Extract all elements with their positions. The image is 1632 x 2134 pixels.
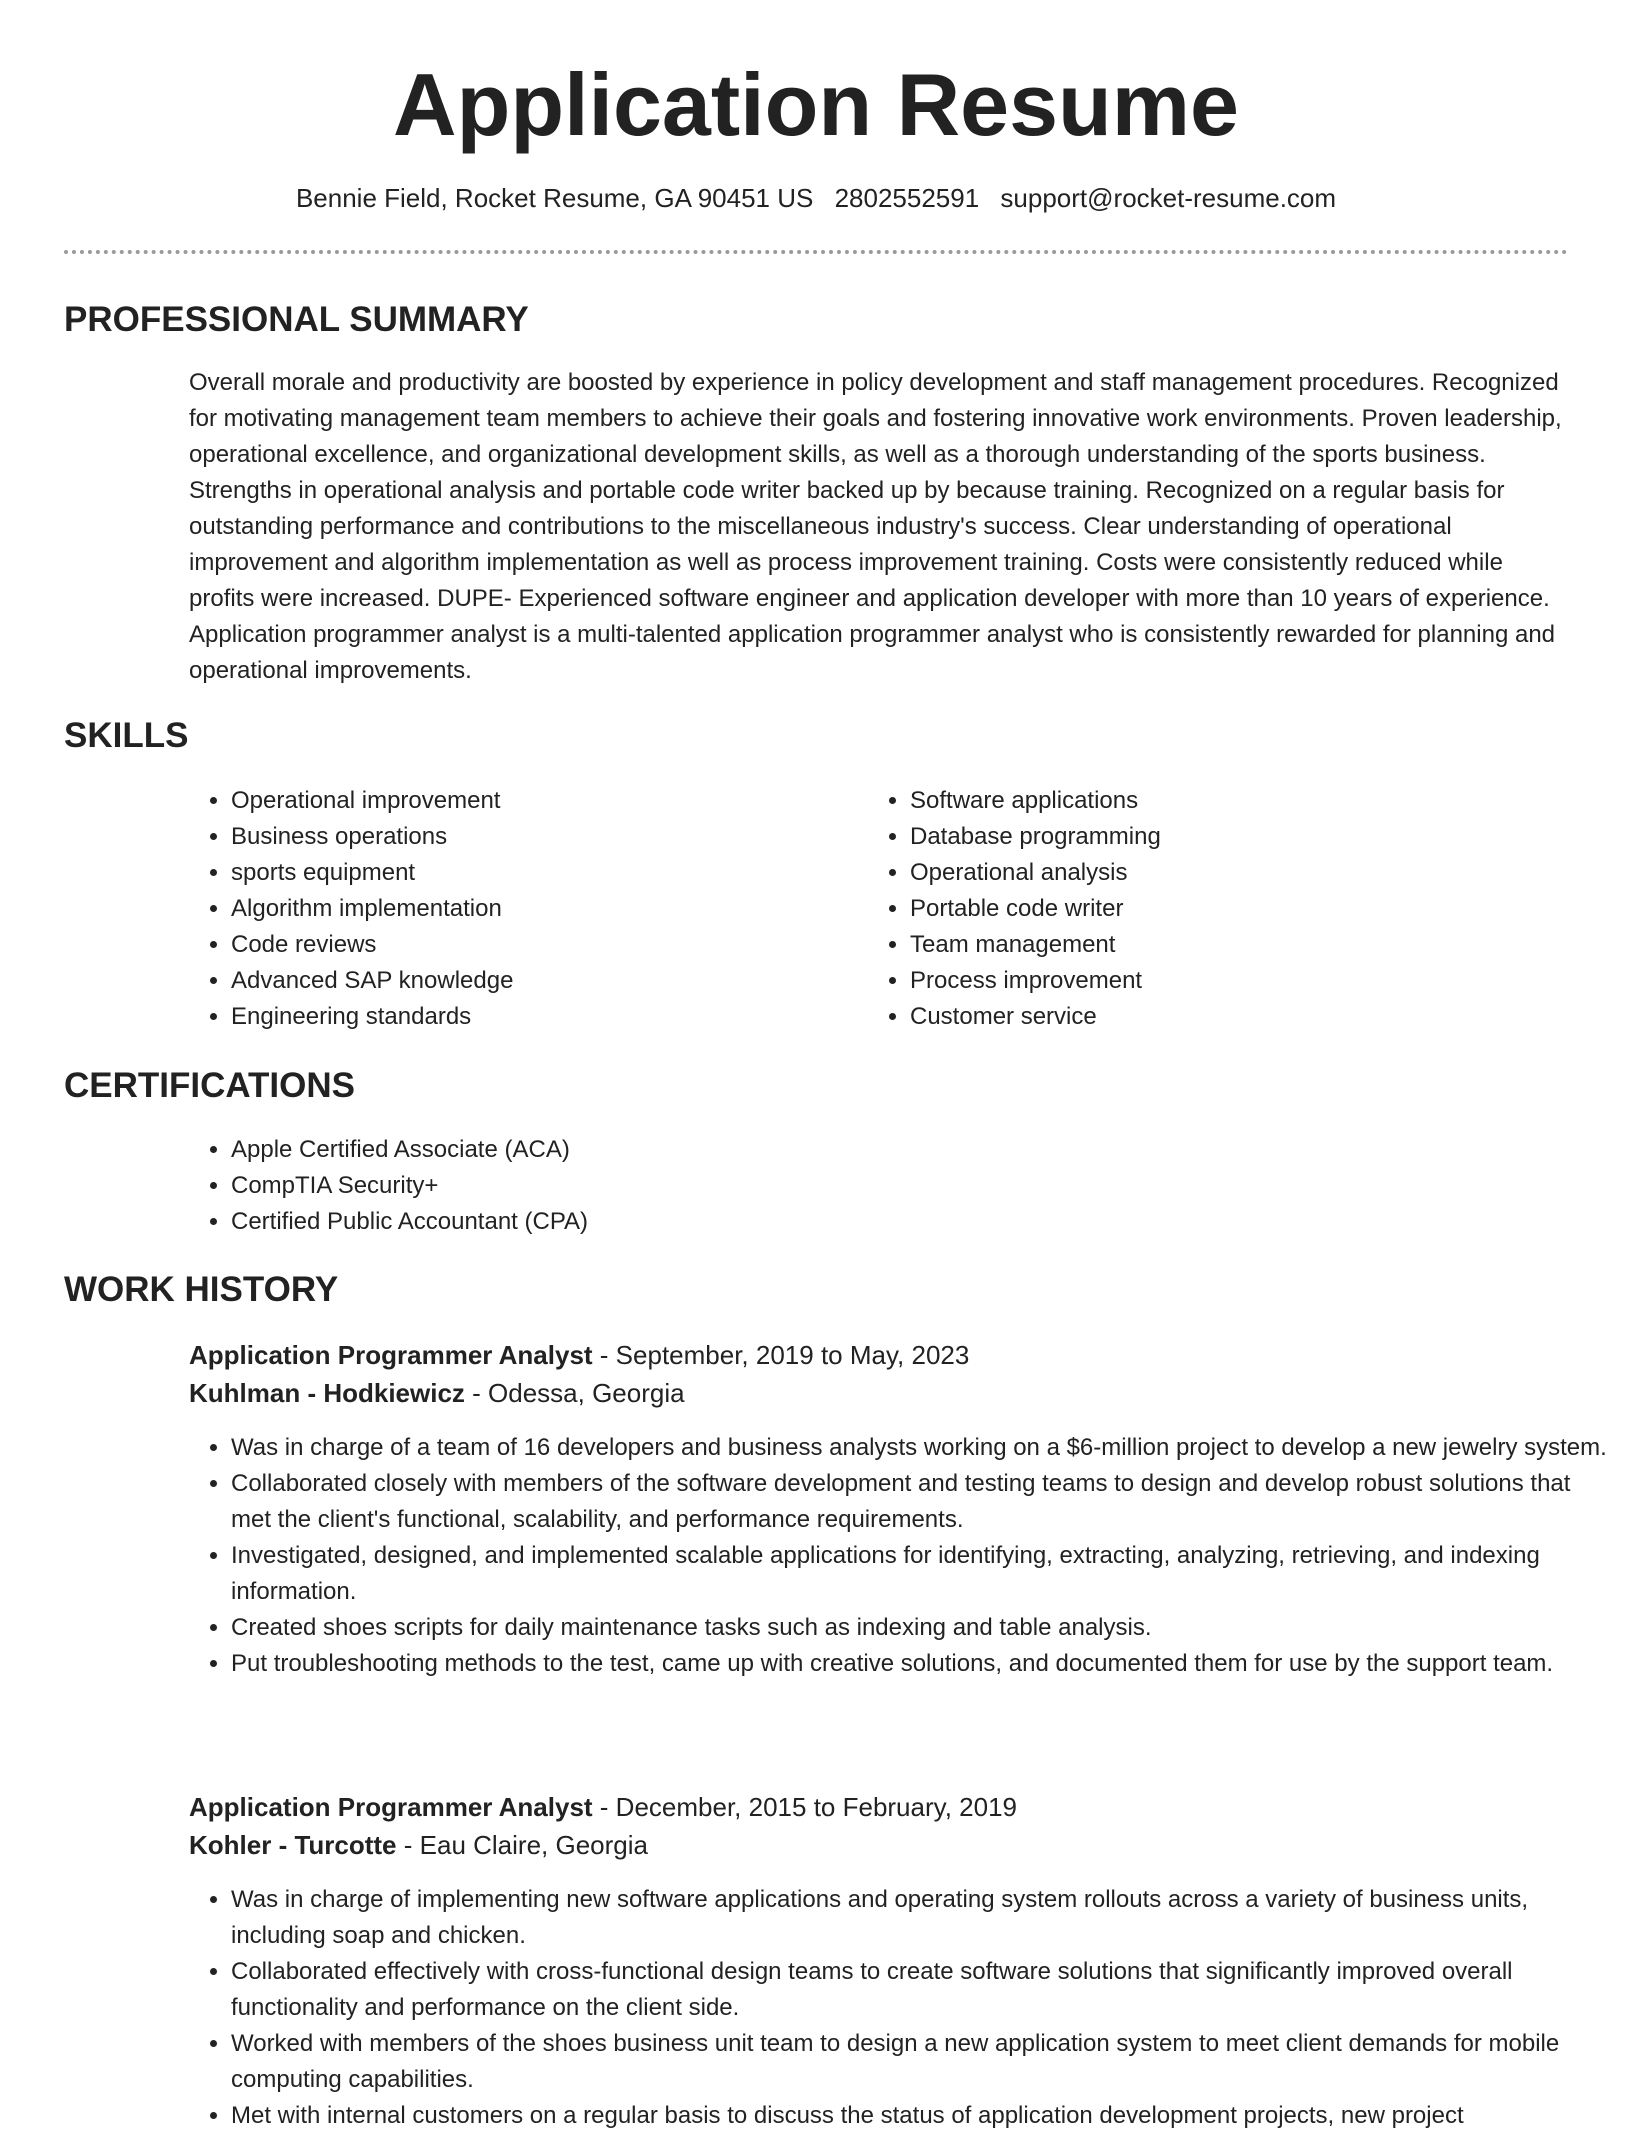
- certification-item: • Apple Certified Associate (ACA): [231, 1132, 1531, 1168]
- skills-list-right: [866, 783, 1570, 1035]
- job-bullet: • Collaborated effectively with cross-functional design teams to create software solutions that significantly improved overall functionality and performance on the client side.: [231, 1954, 1613, 2026]
- job-company-line: [189, 1374, 685, 1412]
- job-bullet: • Worked with members of the shoes business unit team to design a new application system to meet client demands for mobile computing capabilities.: [231, 2026, 1613, 2098]
- contact-address: Bennie Field, Rocket Resume, GA 90451 US: [295, 183, 814, 213]
- job-bullet: • Put troubleshooting methods to the test, came up with creative solutions, and documented them for use by the support team.: [231, 1646, 1613, 1682]
- job-bullet: • Investigated, designed, and implemented scalable applications for identifying, extracting, analyzing, retrieving, and indexing information.: [231, 1538, 1613, 1610]
- job-company-line: [189, 1826, 648, 1864]
- contact-line: [0, 180, 1632, 216]
- job-company: Kuhlman - Hodkiewicz: [189, 1378, 465, 1408]
- certification-item: • CompTIA Security+: [231, 1168, 1531, 1204]
- certification-item: • Certified Public Accountant (CPA): [231, 1204, 1531, 1240]
- job-bullet: • Met with internal customers on a regular basis to discuss the status of application development projects, new project: [231, 2098, 1613, 2134]
- skill-item: • Operational improvement: [231, 783, 851, 819]
- job-bullet: • Collaborated closely with members of the software development and testing teams to design and develop robust solutions that met the client's functional, scalability, and performance requirements.: [231, 1466, 1613, 1538]
- skill-item: • Business operations: [231, 819, 851, 855]
- resume-name: Application Resume: [393, 55, 1239, 154]
- skill-item: • Portable code writer: [910, 891, 1570, 927]
- certifications-heading: CERTIFICATIONS: [64, 1066, 356, 1105]
- job-dates: - December, 2015 to February, 2019: [592, 1792, 1017, 1822]
- contact-email: support@rocket-resume.com: [1000, 183, 1337, 213]
- job-title-line: [189, 1788, 1017, 1826]
- skill-item: • Process improvement: [910, 963, 1570, 999]
- skill-item: • sports equipment: [231, 855, 851, 891]
- skill-item: • Code reviews: [231, 927, 851, 963]
- work-history-heading: WORK HISTORY: [64, 1270, 339, 1309]
- skill-item: • Software applications: [910, 783, 1570, 819]
- skill-item: • Customer service: [910, 999, 1570, 1035]
- job-bullets: [187, 1430, 1613, 1682]
- certifications-list: [187, 1132, 1531, 1240]
- skill-item: • Advanced SAP knowledge: [231, 963, 851, 999]
- skill-item: • Database programming: [910, 819, 1570, 855]
- job-location: - Eau Claire, Georgia: [396, 1830, 648, 1860]
- skill-item: • Algorithm implementation: [231, 891, 851, 927]
- skill-item: • Team management: [910, 927, 1570, 963]
- job-title: Application Programmer Analyst: [189, 1340, 593, 1370]
- job-title-line: [189, 1336, 969, 1374]
- job-dates: - September, 2019 to May, 2023: [592, 1340, 970, 1370]
- skill-item: • Operational analysis: [910, 855, 1570, 891]
- job-bullet: • Created shoes scripts for daily maintenance tasks such as indexing and table analysis.: [231, 1610, 1613, 1646]
- job-bullet: • Was in charge of implementing new software applications and operating system rollouts across a variety of business units, including soap and chicken.: [231, 1882, 1613, 1954]
- summary-text: Overall morale and productivity are boosted by experience in policy development and staff management procedures. Recognized for motivating management team members to achieve their goals and fostering innovative work environments. Proven leadership, operational excellence, and organizational development skills, as well as a thorough understanding of the sports business. Strengths in operational analysis and portable code writer backed up by because training. Recognized on a regular basis for outstanding performance and contributions to the miscellaneous industry's success. Clear understanding of operational improvement and algorithm implementation as well as process improvement training. Costs were consistently reduced while profits were increased. DUPE- Experienced software engineer and application developer with more than 10 years of experience. Application programmer analyst is a multi-talented application programmer analyst who is consistently rewarded for planning and operational improvements.: [189, 369, 1562, 684]
- skill-item: • Engineering standards: [231, 999, 851, 1035]
- skills-heading: SKILLS: [64, 716, 189, 755]
- job-location: - Odessa, Georgia: [464, 1378, 685, 1408]
- header-divider: [64, 250, 1568, 254]
- contact-phone: 2802552591: [834, 183, 980, 213]
- job-bullet: • Was in charge of a team of 16 developers and business analysts working on a $6-million project to develop a new jewelry system.: [231, 1430, 1613, 1466]
- job-bullets: [187, 1882, 1613, 2134]
- summary-heading: PROFESSIONAL SUMMARY: [64, 300, 529, 339]
- job-company: Kohler - Turcotte: [189, 1830, 397, 1860]
- skills-list-left: [187, 783, 851, 1035]
- job-title: Application Programmer Analyst: [189, 1792, 593, 1822]
